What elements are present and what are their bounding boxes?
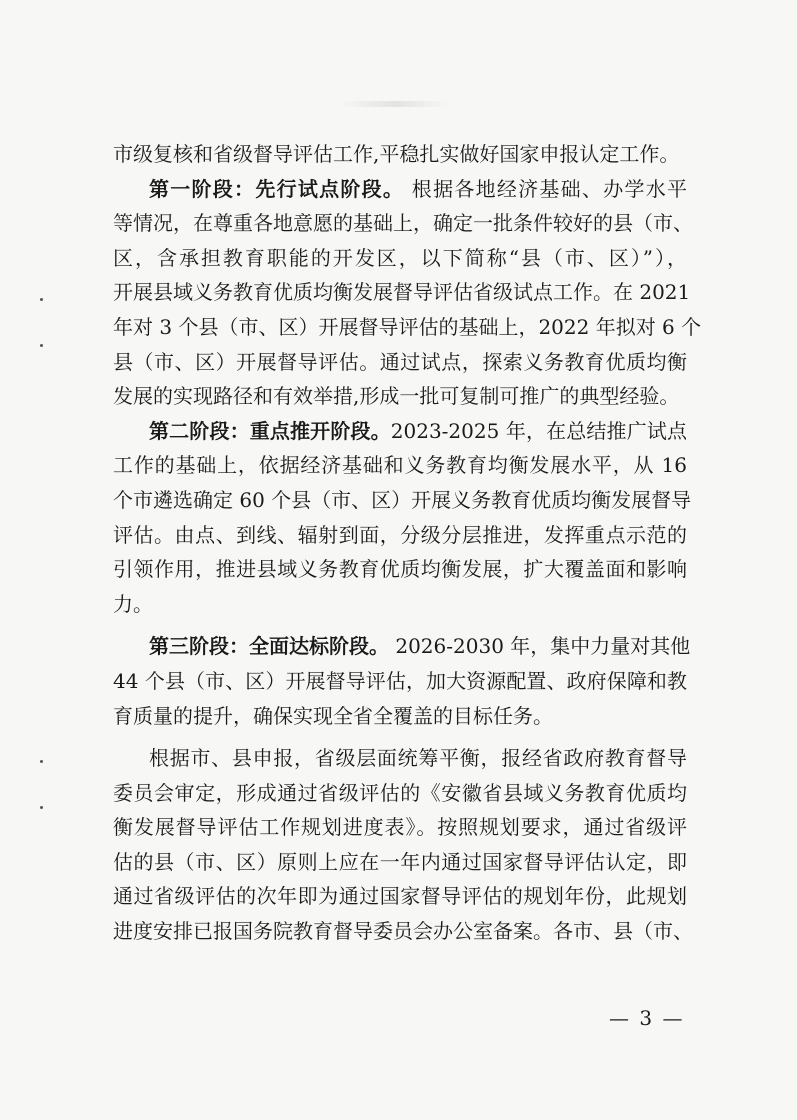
- line-text: 引领作用，推进县域义务教育优质均衡发展，扩大覆盖面和影响: [113, 557, 687, 582]
- text-line: [113, 414, 687, 449]
- line-text: 开展县域义务教育优质均衡发展督导评估省级试点工作。在 2021: [113, 280, 691, 305]
- text-line: [113, 845, 687, 880]
- text-line: [113, 810, 687, 845]
- line-text: 委员会审定，形成通过省级评估的《安徽省县域义务教育优质均: [113, 780, 687, 805]
- line-text: 年对 3 个县（市、区）开展督导评估的基础上，2022 年拟对 6 个: [113, 314, 702, 339]
- text-line: [113, 914, 693, 949]
- line-text: 个市遴选确定 60 个县（市、区）开展义务教育优质均衡发展督导: [113, 487, 692, 512]
- stage-heading: 第一阶段：先行试点阶段。: [149, 176, 405, 201]
- line-text: 育质量的提升，确保实现全省全覆盖的目标任务。: [113, 703, 553, 728]
- text-line: [113, 275, 691, 310]
- stage-heading: 第二阶段：重点推开阶段。: [149, 418, 391, 443]
- line-text: 根据各地经济基础、办学水平: [404, 176, 687, 201]
- line-text: 衡发展督导评估工作规划进度表》。按照规划要求，通过省级评: [113, 815, 687, 840]
- text-line: [113, 206, 693, 241]
- text-line: [113, 310, 702, 345]
- line-text: 2026-2030 年，集中力量对其他: [389, 634, 691, 659]
- text-line: [113, 776, 687, 811]
- text-line: [113, 172, 687, 207]
- binding-mark: [40, 806, 43, 809]
- stage-heading: 第三阶段：全面达标阶段。: [149, 634, 389, 659]
- binding-mark: [40, 344, 43, 347]
- text-line: [113, 379, 687, 414]
- line-text: 评估。由点、到线、辐射到面，分级分层推进，发挥重点示范的: [113, 522, 687, 547]
- text-line: [113, 518, 687, 553]
- page-number: — 3 —: [609, 1006, 685, 1030]
- scan-artifact: [340, 101, 450, 107]
- text-line: [113, 699, 687, 734]
- text-line: [113, 629, 691, 664]
- text-line: [113, 664, 687, 699]
- line-text: 44 个县（市、区）开展督导评估，加大资源配置、政府保障和教: [113, 668, 687, 693]
- text-line: [113, 137, 687, 172]
- line-text: 区，含承担教育职能的开发区，以下简称“县（市、区）”），: [113, 245, 687, 270]
- line-text: 根据市、县申报，省级层面统筹平衡，报经省政府教育督导: [149, 746, 687, 771]
- line-text: 力。: [113, 591, 153, 616]
- text-line: [113, 587, 687, 622]
- line-text: 发展的实现路径和有效举措,形成一批可复制可推广的典型经验。: [113, 384, 680, 409]
- text-line: [113, 483, 692, 518]
- line-text: 县（市、区）开展督导评估。通过试点，探索义务教育优质均衡: [113, 349, 687, 374]
- line-text: 等情况，在尊重各地意愿的基础上，确定一批条件较好的县（市、: [113, 211, 693, 236]
- line-text: 通过省级评估的次年即为通过国家督导评估的规划年份，此规划: [113, 884, 687, 909]
- text-line: [113, 241, 687, 276]
- line-text: 进度安排已报国务院教育督导委员会办公室备案。各市、县（市、: [113, 919, 693, 944]
- line-text: 2023-2025 年，在总结推广试点: [390, 418, 687, 443]
- text-line: [113, 345, 687, 380]
- text-line: [113, 741, 687, 776]
- body-text: [113, 137, 702, 949]
- line-text: 工作的基础上，依据经济基础和义务教育均衡发展水平，从 16: [113, 453, 687, 478]
- binding-mark: [40, 760, 43, 763]
- text-line: [113, 448, 687, 483]
- line-text: 市级复核和省级督导评估工作,平稳扎实做好国家申报认定工作。: [113, 142, 680, 166]
- binding-mark: [40, 298, 43, 301]
- line-text: 估的县（市、区）原则上应在一年内通过国家督导评估认定，即: [113, 849, 687, 874]
- text-line: [113, 879, 687, 914]
- text-line: [113, 552, 687, 587]
